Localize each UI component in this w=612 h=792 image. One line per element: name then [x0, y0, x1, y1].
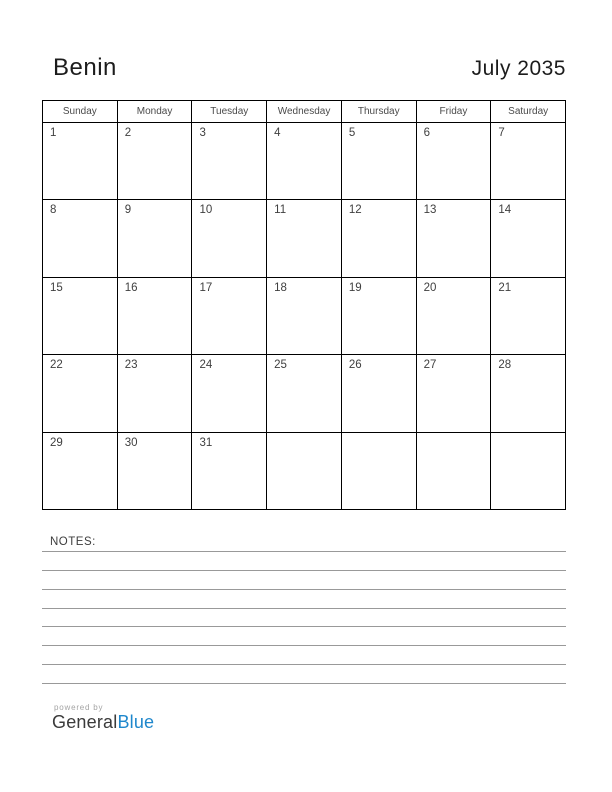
day-cell-24: 24: [192, 355, 267, 431]
day-cell-10: 10: [192, 200, 267, 276]
day-cell-19: 19: [342, 278, 417, 354]
note-line: [42, 646, 566, 665]
day-header-wednesday: Wednesday: [267, 101, 342, 122]
day-cell-empty: [491, 433, 565, 509]
week-row: [43, 200, 565, 277]
day-cell-empty: [267, 433, 342, 509]
day-cell-27: 27: [417, 355, 492, 431]
week-row: [43, 355, 565, 432]
day-cell-empty: [417, 433, 492, 509]
week-row: [43, 278, 565, 355]
day-cell-9: 9: [118, 200, 193, 276]
day-cell-empty: [342, 433, 417, 509]
page-title: Benin: [53, 54, 117, 81]
day-cell-28: 28: [498, 359, 512, 372]
day-cell-31: 31: [192, 433, 267, 509]
day-cell-15: 15: [43, 278, 118, 354]
day-cell-4: 4: [267, 123, 342, 199]
week-row: [43, 433, 565, 509]
day-cell-1: 1: [43, 123, 118, 199]
day-header-monday: Monday: [118, 101, 193, 122]
day-cell-30: 30: [118, 433, 193, 509]
brand-name-general: General: [52, 712, 118, 732]
day-header-friday: Friday: [417, 101, 492, 122]
day-cell-25: 25: [267, 355, 342, 431]
note-line: [42, 590, 566, 609]
day-cell-18: 18: [267, 278, 342, 354]
day-cell-20: 20: [417, 278, 492, 354]
day-header-saturday: Saturday: [508, 106, 549, 117]
day-cell-16: 16: [118, 278, 193, 354]
day-cell-21: 21: [498, 281, 512, 294]
note-line: [42, 609, 566, 628]
day-cell-22: 22: [43, 355, 118, 431]
day-cell-2: 2: [118, 123, 193, 199]
notes-lines: [42, 533, 566, 684]
day-cell-26: 26: [342, 355, 417, 431]
day-header-tuesday: Tuesday: [192, 101, 267, 122]
day-cell-7: 7: [498, 127, 505, 139]
day-cell-6: 6: [417, 123, 492, 199]
brand-name-blue: Blue: [117, 712, 155, 732]
day-cell-17: 17: [192, 278, 267, 354]
day-cell-5: 5: [342, 123, 417, 199]
calendar-header-row: [43, 101, 565, 123]
day-cell-11: 11: [267, 200, 342, 276]
day-cell-8: 8: [43, 200, 118, 276]
note-line: [42, 665, 566, 684]
calendar-table: [42, 100, 566, 510]
day-cell-23: 23: [118, 355, 193, 431]
note-line: [42, 571, 566, 590]
day-cell-13: 13: [417, 200, 492, 276]
day-cell-3: 3: [192, 123, 267, 199]
day-cell-29: 29: [43, 433, 118, 509]
day-header-thursday: Thursday: [342, 101, 417, 122]
general-blue-logo: [52, 712, 154, 733]
calendar-body: [43, 123, 565, 509]
month-year-label: July 2035: [471, 57, 566, 80]
note-line: [42, 627, 566, 646]
note-line: [42, 552, 566, 571]
week-row: [43, 123, 565, 200]
day-header-sunday: Sunday: [43, 101, 118, 122]
note-line: [42, 533, 566, 552]
notes-label: NOTES:: [50, 536, 96, 548]
day-cell-14: 14: [498, 204, 512, 217]
day-cell-12: 12: [342, 200, 417, 276]
powered-by-label: powered by: [54, 703, 104, 712]
